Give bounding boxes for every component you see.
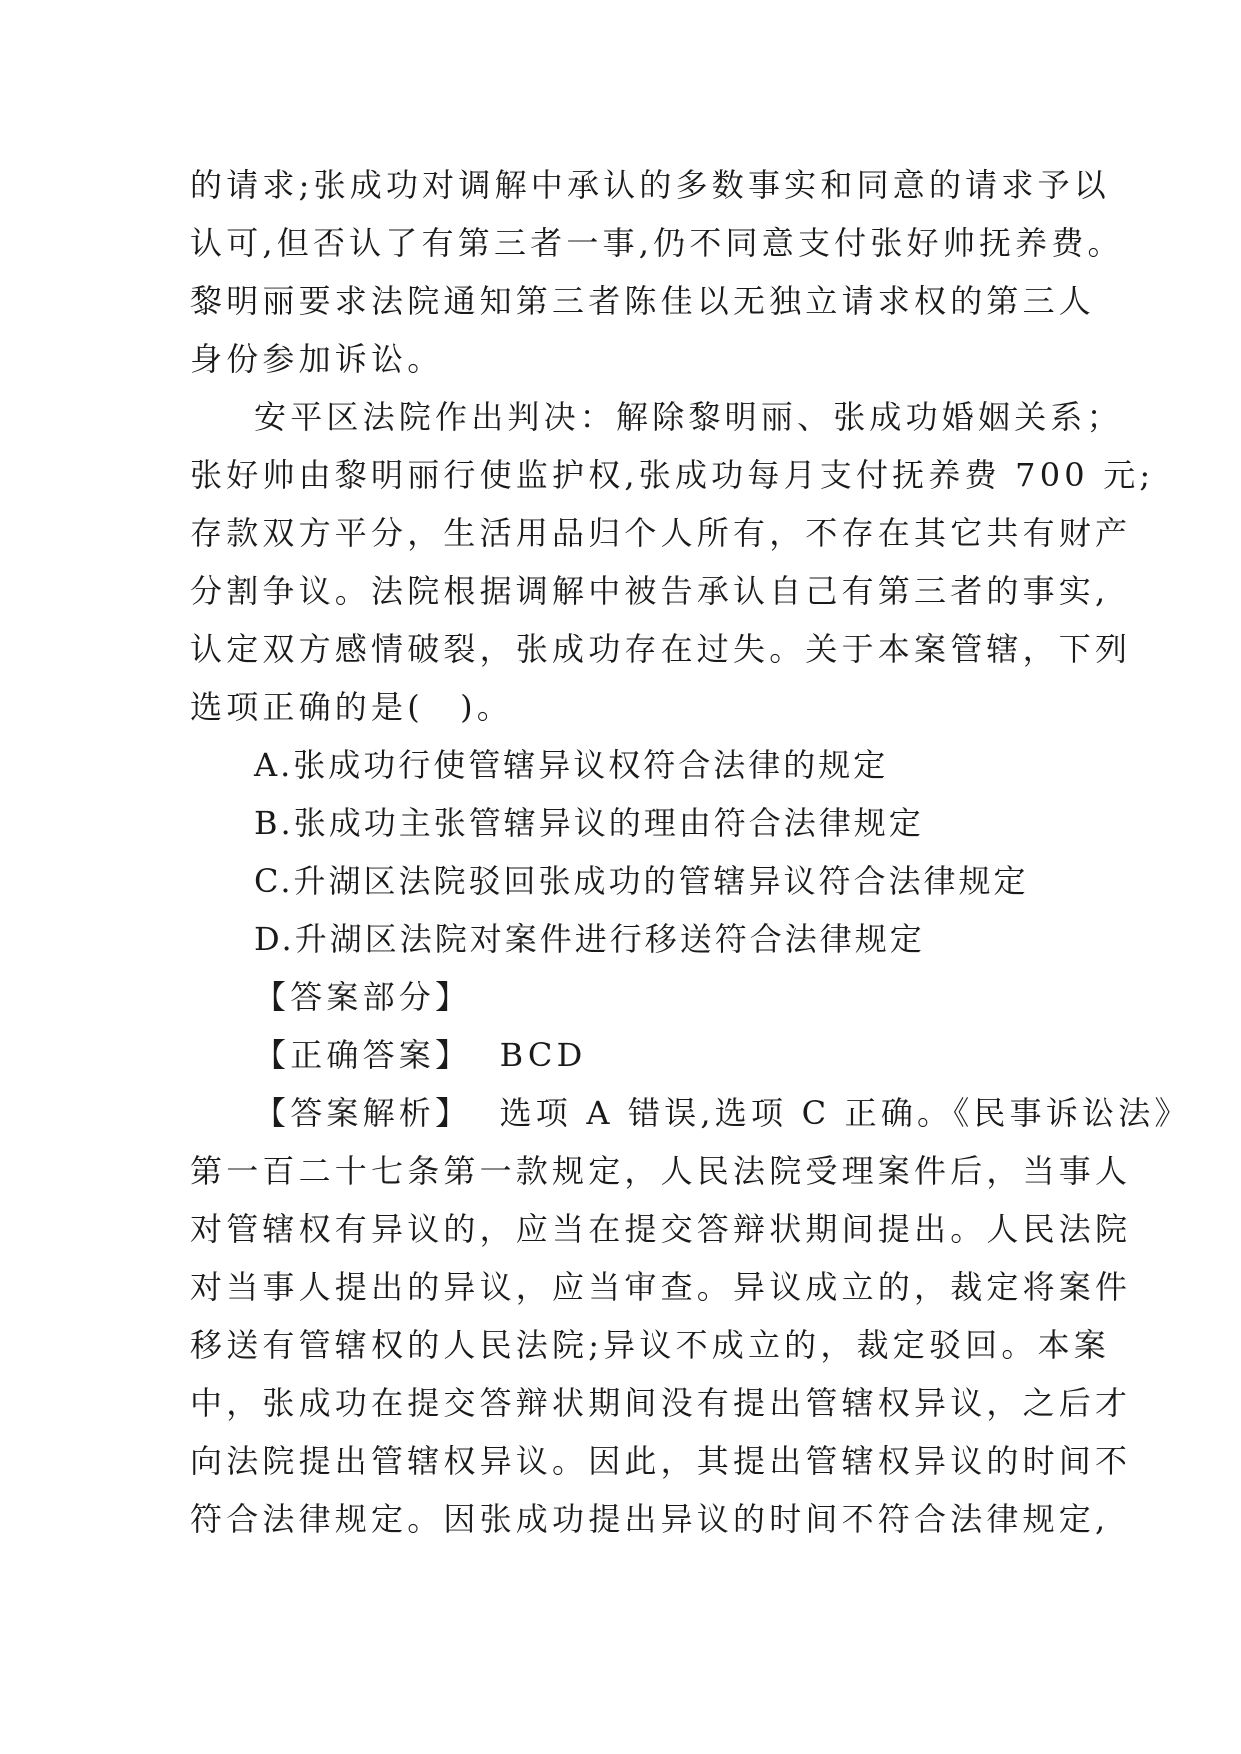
paragraph-line: 黎明丽要求法院通知第三者陈佳以无独立请求权的第三人 <box>190 282 1096 320</box>
option-a: A.张成功行使管辖异议权符合法律的规定 <box>254 746 889 784</box>
paragraph-line: 分割争议。法院根据调解中被告承认自己有第三者的事实, <box>190 572 1110 610</box>
analysis-line: 对当事人提出的异议，应当审查。异议成立的，裁定将案件 <box>190 1268 1132 1306</box>
analysis-line: 符合法律规定。因张成功提出异议的时间不符合法律规定, <box>190 1500 1110 1538</box>
analysis-first-line: 选项 A 错误,选项 C 正确。《民事诉讼法》 <box>499 1094 1191 1132</box>
analysis-line: 向法院提出管辖权异议。因此，其提出管辖权异议的时间不 <box>190 1442 1132 1480</box>
option-b: B.张成功主张管辖异议的理由符合法律规定 <box>254 804 924 842</box>
answer-section-heading: 【答案部分】 <box>254 978 472 1016</box>
analysis-row <box>254 1084 1191 1142</box>
question-prompt: 选项正确的是( )。 <box>190 688 513 726</box>
paragraph-line: 存款双方平分，生活用品归个人所有，不存在其它共有财产 <box>190 514 1132 552</box>
paragraph-line: 张好帅由黎明丽行使监护权,张成功每月支付抚养费 700 元; <box>190 456 1155 494</box>
paragraph-line: 身份参加诉讼。 <box>190 340 444 378</box>
option-c: C.升湖区法院驳回张成功的管辖异议符合法律规定 <box>254 862 1029 900</box>
paragraph-line: 认定双方感情破裂，张成功存在过失。关于本案管辖，下列 <box>190 630 1132 668</box>
analysis-line: 中，张成功在提交答辩状期间没有提出管辖权异议，之后才 <box>190 1384 1132 1422</box>
paragraph-line: 安平区法院作出判决：解除黎明丽、张成功婚姻关系； <box>254 398 1123 436</box>
correct-answer-label: 【正确答案】 <box>254 1036 472 1074</box>
analysis-line: 对管辖权有异议的，应当在提交答辩状期间提出。人民法院 <box>190 1210 1132 1248</box>
option-d: D.升湖区法院对案件进行移送符合法律规定 <box>254 920 925 958</box>
correct-answer-value: BCD <box>499 1036 587 1074</box>
analysis-label: 【答案解析】 <box>254 1094 472 1132</box>
correct-answer-row <box>254 1026 586 1084</box>
analysis-line: 第一百二十七条第一款规定，人民法院受理案件后，当事人 <box>190 1152 1132 1190</box>
paragraph-line: 认可,但否认了有第三者一事,仍不同意支付张好帅抚养费。 <box>190 224 1124 262</box>
paragraph-line: 的请求;张成功对调解中承认的多数事实和同意的请求予以 <box>190 166 1110 204</box>
analysis-line: 移送有管辖权的人民法院;异议不成立的，裁定驳回。本案 <box>190 1326 1110 1364</box>
